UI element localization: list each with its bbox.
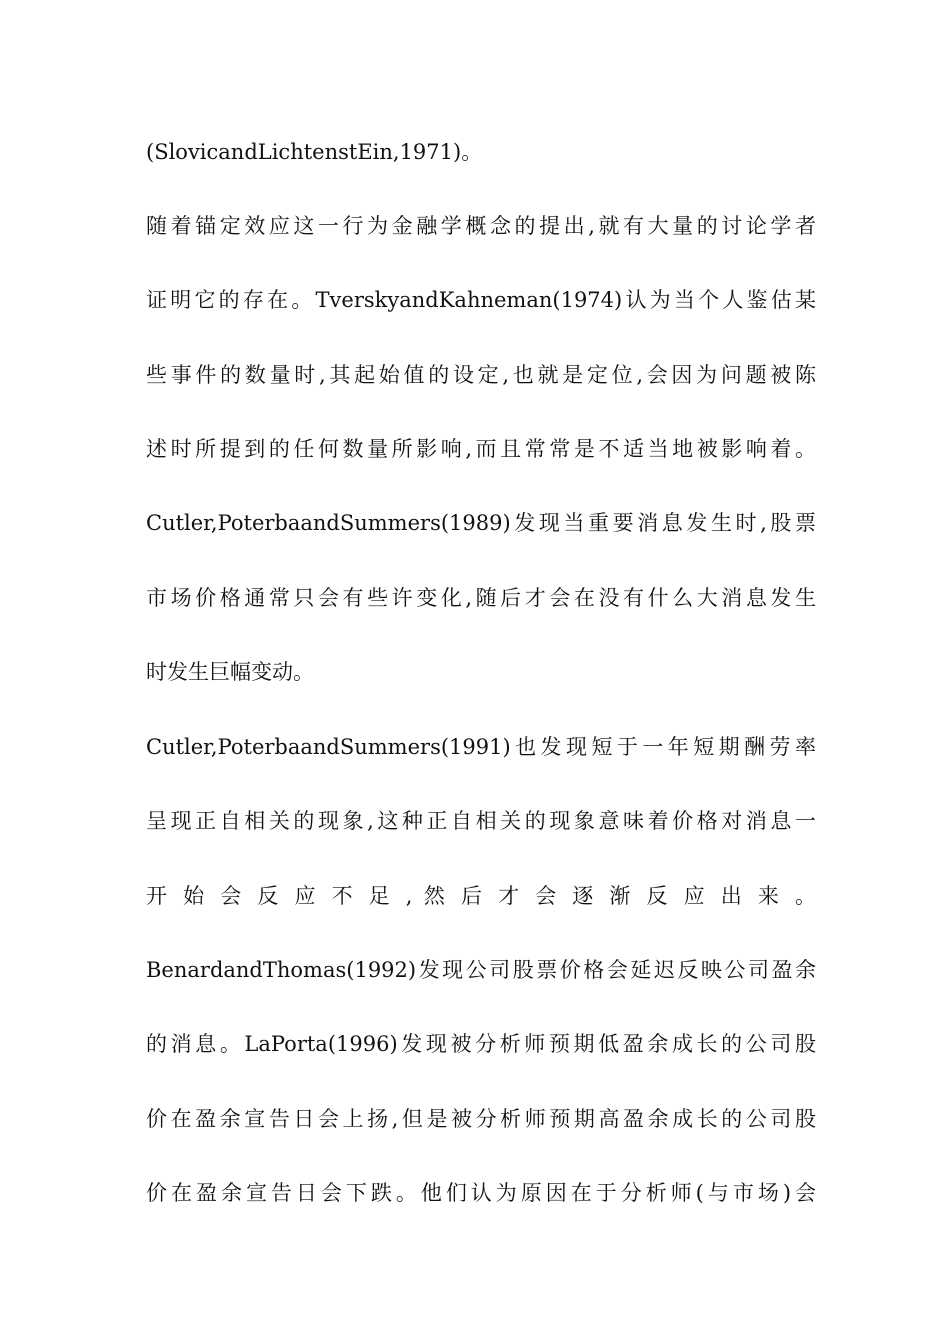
text-line-7: 市场价格通常只会有些许变化,随后才会在没有什么大消息发生 — [146, 586, 816, 610]
text-line-11: 开 始 会 反 应 不 足 , 然 后 才 会 逐 渐 反 应 出 来 。 — [146, 884, 816, 908]
text-line-5: 述时所提到的任何数量所影响,而且常常是不适当地被影响着。 — [146, 437, 816, 461]
text-line-15: 价在盈余宣告日会下跌。他们认为原因在于分析师(与市场)会 — [146, 1181, 816, 1205]
text-line-1: (SlovicandLichtenstEin,1971)。 — [146, 140, 483, 164]
text-line-14: 价在盈余宣告日会上扬,但是被分析师预期高盈余成长的公司股 — [146, 1107, 816, 1131]
text-line-8: 时发生巨幅变动。 — [146, 660, 314, 684]
text-line-3: 证明它的存在。TverskyandKahneman(1974)认为当个人鉴估某 — [146, 288, 816, 312]
text-line-13: 的消息。LaPorta(1996)发现被分析师预期低盈余成长的公司股 — [146, 1032, 816, 1056]
text-line-9: Cutler,PoterbaandSummers(1991)也发现短于一年短期酬劳率 — [146, 735, 816, 759]
text-line-4: 些事件的数量时,其起始值的设定,也就是定位,会因为问题被陈 — [146, 363, 816, 387]
text-line-12: BenardandThomas(1992)发现公司股票价格会延迟反映公司盈余 — [146, 958, 816, 982]
text-line-2: 随着锚定效应这一行为金融学概念的提出,就有大量的讨论学者 — [146, 214, 816, 238]
text-line-6: Cutler,PoterbaandSummers(1989)发现当重要消息发生时,股票 — [146, 511, 816, 535]
text-line-10: 呈现正自相关的现象,这种正自相关的现象意味着价格对消息一 — [146, 809, 816, 833]
